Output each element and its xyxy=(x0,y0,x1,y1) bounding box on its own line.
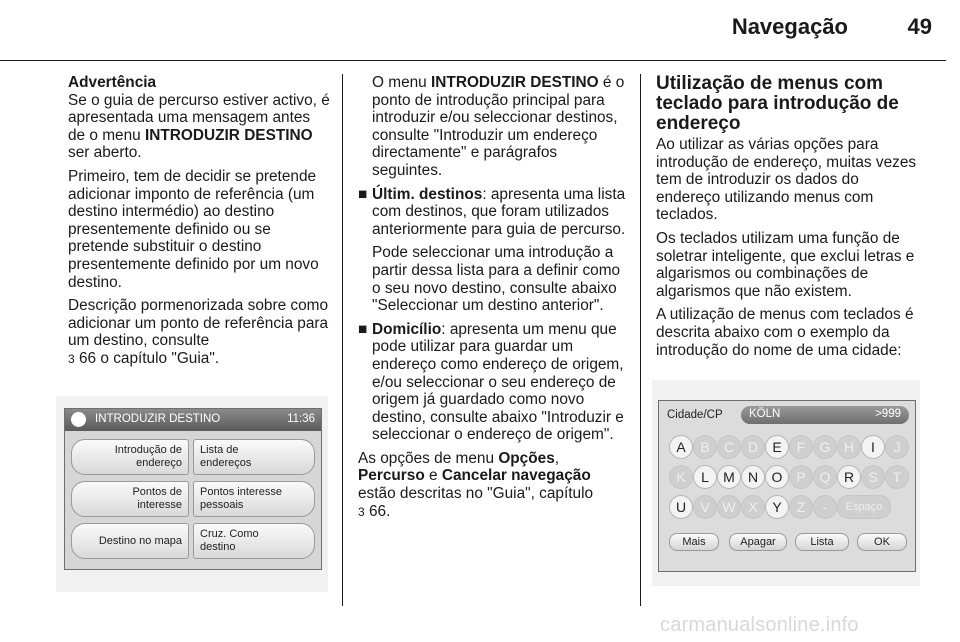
key-x[interactable]: X xyxy=(741,495,765,519)
key-t[interactable]: T xyxy=(885,465,909,489)
column-2 xyxy=(358,74,626,527)
key-e[interactable]: E xyxy=(765,435,789,459)
more-button[interactable]: Mais xyxy=(669,533,719,551)
brand-logo-icon xyxy=(71,412,86,427)
paragraph-keyboard-intro: Ao utilizar as várias opções para introdução de endereço, muitas vezes tem de introduzir os dados do endereço utilizando menus com teclados. xyxy=(656,136,917,224)
watermark: carmanualsonline.info xyxy=(660,614,859,636)
key-f[interactable]: F xyxy=(789,435,813,459)
warning-paragraph: Se o guia de percurso estiver activo, é apresentada uma mensagem antes de o menu INTRODUZIR DESTINO ser aberto. xyxy=(68,91,330,162)
key-g[interactable]: G xyxy=(813,435,837,459)
key-dash[interactable]: - xyxy=(813,495,837,519)
key-d[interactable]: D xyxy=(741,435,765,459)
key-u[interactable]: U xyxy=(669,495,693,519)
junction-destination-button[interactable]: Cruz. Como destino xyxy=(193,523,315,559)
page-header-title: Navegação xyxy=(731,14,848,39)
key-b[interactable]: B xyxy=(693,435,717,459)
paragraph-smart-spelling: Os teclados utilizam uma função de soletrar inteligente, que exclui letras e algarismos ou combinações de algarismos que não existem. xyxy=(656,229,915,300)
key-l[interactable]: L xyxy=(693,465,717,489)
clock: 11:36 xyxy=(287,413,315,425)
header-rule xyxy=(0,60,946,61)
personal-poi-button[interactable]: Pontos interesse pessoais xyxy=(193,481,315,517)
address-entry-button[interactable]: Introdução de endereço xyxy=(71,439,189,475)
key-h[interactable]: H xyxy=(837,435,861,459)
key-v[interactable]: V xyxy=(693,495,717,519)
delete-button[interactable]: Apagar xyxy=(729,533,787,551)
paragraph-example: A utilização de menus com teclados é descrita abaixo com o exemplo da introdução do nome de uma cidade: xyxy=(656,306,914,359)
ok-button[interactable]: OK xyxy=(857,533,907,551)
paragraph-reference: Descrição pormenorizada sobre como adicionar um ponto de referência para um destino, consulte 3 66 o capítulo "Guia". xyxy=(68,297,329,367)
key-w[interactable]: W xyxy=(717,495,741,519)
key-k[interactable]: K xyxy=(669,465,693,489)
screen-titlebar xyxy=(65,409,321,431)
paragraph-select-entry: Pode seleccionar uma introdução a partir dessa lista para a definir como o seu novo destino, consulte abaixo "Seleccionar um destino anterior". xyxy=(372,244,621,315)
key-s[interactable]: S xyxy=(861,465,885,489)
destination-menu-screen xyxy=(64,408,322,570)
keyboard-screen xyxy=(658,400,916,572)
paragraph-decide: Primeiro, tem de decidir se pretende adicionar imponto de referência (um destino intermédio) ao destino presentemente definido ou se pretende substituir o destino presentemente definido por um novo destino. xyxy=(68,167,319,291)
bullet-last-destinations: ■ Últim. destinos: apresenta uma lista com destinos, que foram utilizados anteriormente para guia de percurso. xyxy=(358,185,626,238)
list-button[interactable]: Lista xyxy=(795,533,849,551)
key-c[interactable]: C xyxy=(717,435,741,459)
points-of-interest-button[interactable]: Pontos de interesse xyxy=(71,481,189,517)
match-count: >999 xyxy=(875,408,901,420)
paragraph-menu-options: As opções de menu Opções, Percurso e Cancelar navegação estão descritas no "Guia", capítulo 3 66. xyxy=(358,449,594,520)
key-m[interactable]: M xyxy=(717,465,741,489)
key-j[interactable]: J xyxy=(885,435,909,459)
screen-title: INTRODUZIR DESTINO xyxy=(95,413,221,425)
page-number: 49 xyxy=(907,14,932,39)
key-z[interactable]: Z xyxy=(789,495,813,519)
paragraph-menu-intro: O menu INTRODUZIR DESTINO é o ponto de introdução principal para introduzir e/ou seleccionar destinos, consulte "Introduzir um endereço directamente" e parágrafos seguintes. xyxy=(372,74,625,179)
column-divider-1 xyxy=(342,74,343,606)
bullet-square-icon: ■ xyxy=(358,320,368,338)
warning-title: Advertência xyxy=(68,74,157,91)
bullet-square-icon: ■ xyxy=(358,185,368,203)
key-space[interactable]: Espaço xyxy=(837,495,891,519)
city-postcode-label: Cidade/CP xyxy=(667,409,723,421)
address-list-button[interactable]: Lista de endereços xyxy=(193,439,315,475)
city-input[interactable]: KÖLN >999 xyxy=(741,406,909,424)
key-a[interactable]: A xyxy=(669,435,693,459)
reference-arrow-icon: 3 xyxy=(68,351,75,366)
key-p[interactable]: P xyxy=(789,465,813,489)
bullet-home: ■ Domicílio: apresenta um menu que pode utilizar para guardar um endereço como endereço de origem, e/ou seleccionar o seu endereço de origem já guardado como novo destino, consulte abaixo "Introduzir e seleccionar o endereço de origem". xyxy=(358,320,624,444)
key-n[interactable]: N xyxy=(741,465,765,489)
destination-on-map-button[interactable]: Destino no mapa xyxy=(71,523,189,559)
column-1 xyxy=(68,74,330,375)
column-divider-2 xyxy=(640,74,641,606)
key-y[interactable]: Y xyxy=(765,495,789,519)
section-heading: Utilização de menus com teclado para introdução de endereço xyxy=(656,73,899,134)
key-o[interactable]: O xyxy=(765,465,789,489)
key-r[interactable]: R xyxy=(837,465,861,489)
column-3 xyxy=(656,74,918,365)
key-q[interactable]: Q xyxy=(813,465,837,489)
key-i[interactable]: I xyxy=(861,435,885,459)
reference-arrow-icon: 3 xyxy=(358,504,365,519)
